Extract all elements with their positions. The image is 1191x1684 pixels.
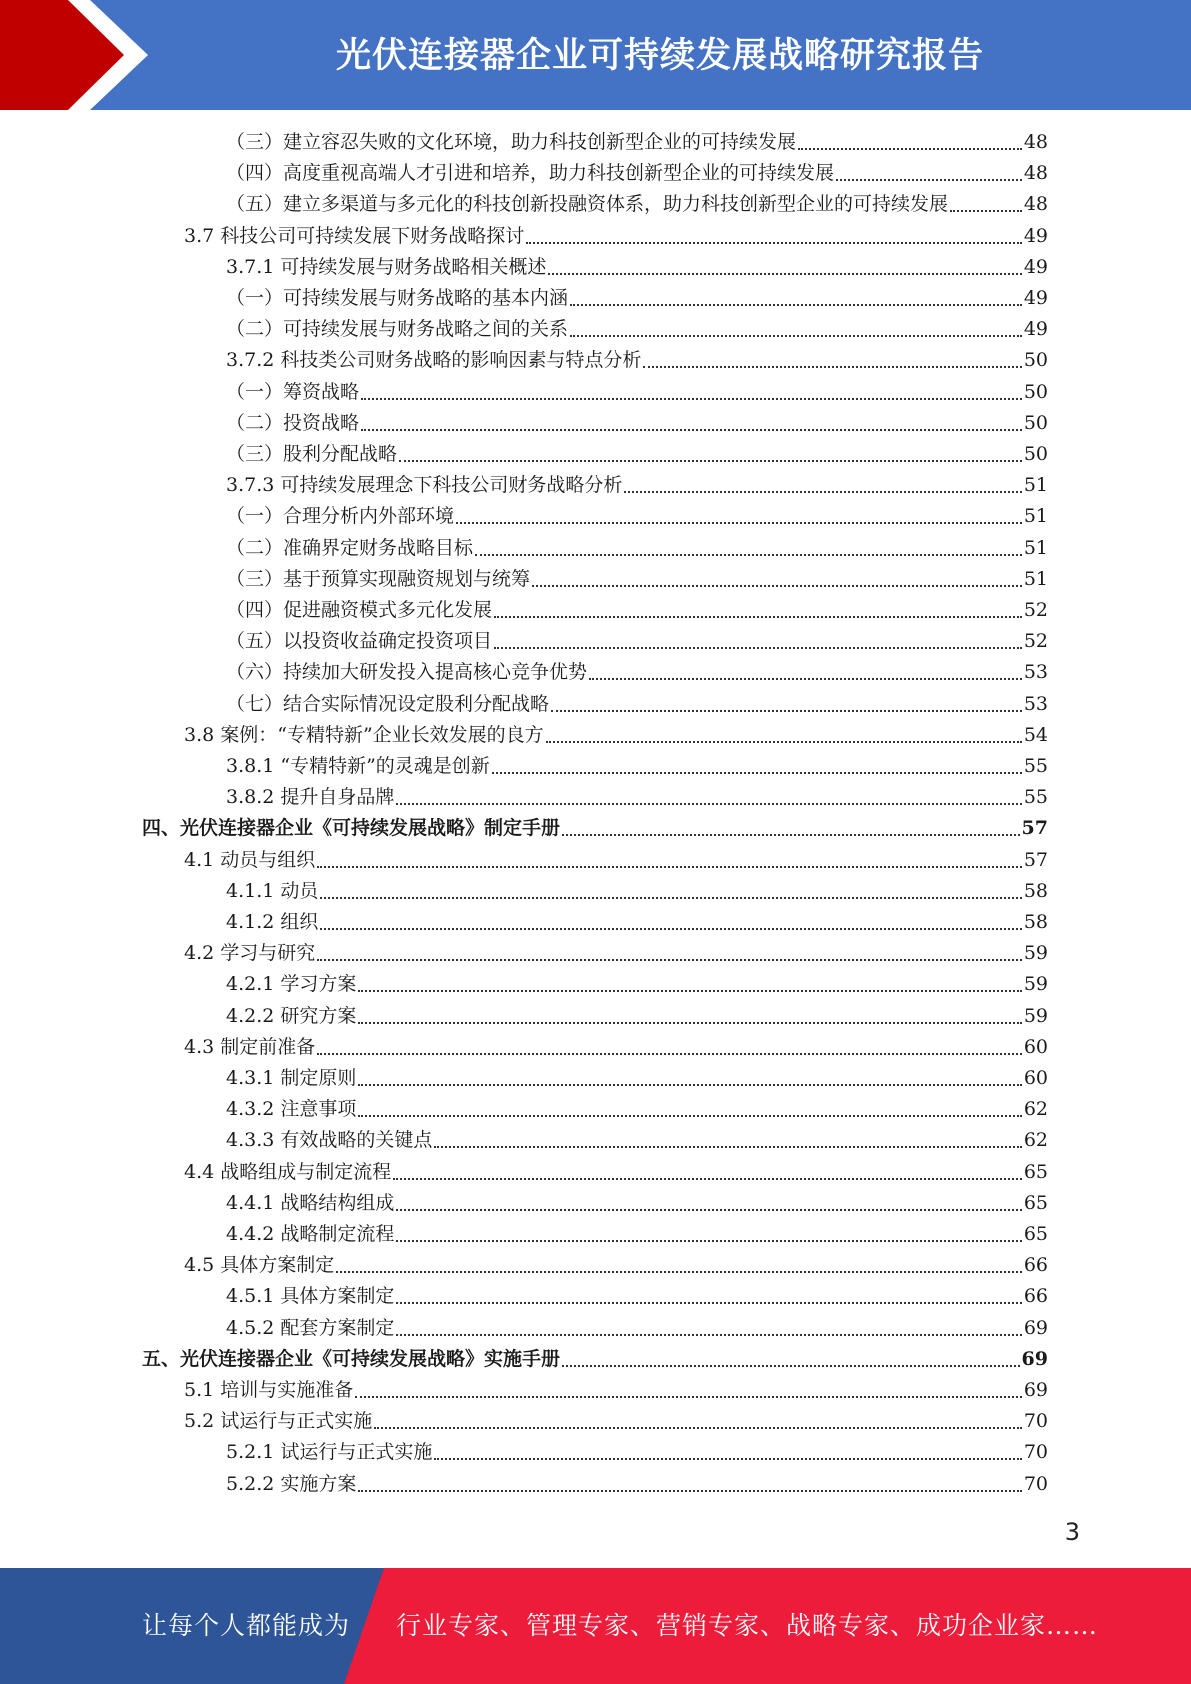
toc-leader-dots — [396, 1208, 1021, 1211]
toc-entry[interactable] — [184, 1375, 1048, 1406]
toc-leader-dots — [494, 646, 1022, 649]
toc-entry-label: 5.1 培训与实施准备 — [184, 1379, 354, 1401]
toc-entry-page: 48 — [1023, 131, 1048, 153]
toc-entry-page: 49 — [1023, 225, 1048, 247]
toc-entry-page: 51 — [1023, 505, 1048, 527]
toc-entry[interactable] — [226, 751, 1048, 782]
toc-entry-page: 62 — [1023, 1098, 1048, 1120]
toc-leader-dots — [562, 833, 1020, 836]
toc-entry-label: 4.3.2 注意事项 — [226, 1098, 357, 1120]
page-number: 3 — [1064, 1518, 1080, 1546]
toc-leader-dots — [374, 1426, 1022, 1429]
toc-entry[interactable] — [184, 1406, 1048, 1437]
toc-entry-page: 57 — [1021, 817, 1048, 839]
toc-entry-page: 59 — [1023, 942, 1048, 964]
toc-entry-label: （三）股利分配战略 — [226, 443, 398, 465]
toc-entry-page: 51 — [1023, 568, 1048, 590]
toc-entry-label: 四、光伏连接器企业《可持续发展战略》制定手册 — [142, 817, 561, 839]
toc-entry-label: 4.4.2 战略制定流程 — [226, 1223, 395, 1245]
toc-entry[interactable] — [226, 969, 1048, 1000]
toc-entry[interactable] — [226, 501, 1048, 532]
toc-entry-page: 58 — [1023, 911, 1048, 933]
toc-leader-dots — [396, 802, 1021, 805]
toc-entry[interactable] — [226, 782, 1048, 813]
toc-leader-dots — [643, 365, 1021, 368]
toc-entry-label: 5.2.1 试运行与正式实施 — [226, 1441, 433, 1463]
toc-entry[interactable] — [226, 533, 1048, 564]
toc-entry-label: 5.2.2 实施方案 — [226, 1473, 357, 1495]
toc-entry[interactable] — [226, 189, 1048, 220]
toc-entry-page: 59 — [1023, 973, 1048, 995]
toc-leader-dots — [548, 272, 1021, 275]
toc-entry-label: （三）建立容忍失败的文化环境，助力科技创新型企业的可持续发展 — [226, 131, 797, 153]
toc-entry-label: 4.2.1 学习方案 — [226, 973, 357, 995]
toc-entry[interactable] — [226, 876, 1048, 907]
toc-leader-dots — [434, 1145, 1021, 1148]
toc-entry-page: 70 — [1023, 1473, 1048, 1495]
toc-entry-page: 51 — [1023, 537, 1048, 559]
toc-entry-page: 55 — [1023, 755, 1048, 777]
toc-entry-label: 4.5.1 具体方案制定 — [226, 1285, 395, 1307]
toc-leader-dots — [546, 740, 1022, 743]
toc-leader-dots — [396, 1333, 1021, 1336]
footer-slogan-left: 让每个人都能成为 — [142, 1611, 351, 1640]
toc-entry[interactable] — [226, 1063, 1048, 1094]
toc-entry-page: 59 — [1023, 1005, 1048, 1027]
toc-entry-page: 66 — [1023, 1254, 1048, 1276]
toc-entry-label: 4.3.3 有效战略的关键点 — [226, 1129, 433, 1151]
toc-leader-dots — [399, 459, 1022, 462]
toc-entry-page: 65 — [1023, 1161, 1048, 1183]
toc-entry[interactable] — [142, 1344, 1048, 1375]
toc-entry[interactable] — [226, 626, 1048, 657]
toc-entry[interactable] — [184, 1032, 1048, 1063]
toc-entry-page: 69 — [1023, 1379, 1048, 1401]
toc-entry-page: 60 — [1023, 1067, 1048, 1089]
toc-entry-page: 70 — [1023, 1441, 1048, 1463]
page-header — [0, 0, 1191, 110]
toc-entry-label: （七）结合实际情况设定股利分配战略 — [226, 693, 550, 715]
toc-entry-label: （五）以投资收益确定投资项目 — [226, 630, 493, 652]
toc-leader-dots — [532, 584, 1022, 587]
toc-entry[interactable] — [226, 345, 1048, 376]
toc-entry[interactable] — [226, 1188, 1048, 1219]
toc-leader-dots — [624, 490, 1021, 493]
toc-entry[interactable] — [184, 938, 1048, 969]
toc-entry-label: （二）投资战略 — [226, 412, 360, 434]
toc-leader-dots — [358, 1021, 1021, 1024]
toc-entry-page: 70 — [1023, 1410, 1048, 1432]
toc-entry[interactable] — [226, 1125, 1048, 1156]
toc-entry[interactable] — [226, 252, 1048, 283]
toc-leader-dots — [317, 865, 1022, 868]
toc-entry-page: 49 — [1023, 256, 1048, 278]
toc-entry-label: 3.7.3 可持续发展理念下科技公司财务战略分析 — [226, 474, 623, 496]
toc-leader-dots — [456, 521, 1022, 524]
toc-entry-label: 4.2 学习与研究 — [184, 942, 316, 964]
toc-leader-dots — [320, 896, 1021, 899]
toc-entry[interactable] — [184, 221, 1048, 252]
toc-leader-dots — [562, 1364, 1020, 1367]
toc-entry[interactable] — [226, 377, 1048, 408]
toc-leader-dots — [492, 771, 1022, 774]
toc-entry[interactable] — [226, 470, 1048, 501]
toc-entry-page: 50 — [1023, 381, 1048, 403]
toc-entry-page: 49 — [1023, 287, 1048, 309]
toc-leader-dots — [358, 989, 1021, 992]
page-footer — [0, 1568, 1191, 1684]
toc-entry-label: （六）持续加大研发投入提高核心竞争优势 — [226, 661, 588, 683]
toc-entry[interactable] — [226, 1281, 1048, 1312]
toc-entry-page: 54 — [1023, 724, 1048, 746]
toc-leader-dots — [396, 1301, 1021, 1304]
toc-entry-page: 60 — [1023, 1036, 1048, 1058]
toc-entry-page: 69 — [1023, 1317, 1048, 1339]
toc-entry-label: （五）建立多渠道与多元化的科技创新投融资体系，助力科技创新型企业的可持续发展 — [226, 193, 949, 215]
toc-entry[interactable] — [226, 158, 1048, 189]
toc-entry-page: 48 — [1023, 193, 1048, 215]
toc-leader-dots — [361, 397, 1022, 400]
footer-slogan-right: 行业专家、管理专家、营销专家、战略专家、成功企业家…… — [396, 1611, 1099, 1640]
toc-entry-page: 50 — [1023, 412, 1048, 434]
toc-entry-label: 4.1.2 组织 — [226, 911, 319, 933]
toc-entry[interactable] — [142, 813, 1048, 844]
toc-leader-dots — [393, 1177, 1022, 1180]
toc-entry[interactable] — [226, 907, 1048, 938]
toc-entry-label: 3.8 案例：“专精特新”企业长效发展的良方 — [184, 724, 544, 746]
toc-entry-label: （一）可持续发展与财务战略的基本内涵 — [226, 287, 569, 309]
toc-leader-dots — [320, 927, 1021, 930]
toc-entry-label: 3.7 科技公司可持续发展下财务战略探讨 — [184, 225, 525, 247]
toc-leader-dots — [317, 958, 1022, 961]
toc-entry-label: （二）准确界定财务战略目标 — [226, 537, 474, 559]
toc-entry-page: 52 — [1023, 630, 1048, 652]
toc-entry-label: 5.2 试运行与正式实施 — [184, 1410, 373, 1432]
toc-leader-dots — [798, 147, 1022, 150]
toc-entry-label: （四）促进融资模式多元化发展 — [226, 599, 493, 621]
toc-entry-label: 4.1.1 动员 — [226, 880, 319, 902]
toc-entry-page: 52 — [1023, 599, 1048, 621]
toc-leader-dots — [396, 1239, 1021, 1242]
toc-entry-label: 3.7.1 可持续发展与财务战略相关概述 — [226, 256, 547, 278]
toc-leader-dots — [358, 1083, 1021, 1086]
toc-entry[interactable] — [226, 689, 1048, 720]
toc-entry-page: 65 — [1023, 1223, 1048, 1245]
toc-entry-label: 4.5 具体方案制定 — [184, 1254, 335, 1276]
toc-entry[interactable] — [226, 408, 1048, 439]
toc-entry-page: 50 — [1023, 443, 1048, 465]
toc-entry[interactable] — [184, 1250, 1048, 1281]
toc-leader-dots — [570, 303, 1022, 306]
toc-leader-dots — [551, 709, 1022, 712]
toc-entry[interactable] — [226, 1219, 1048, 1250]
toc-entry[interactable] — [226, 1469, 1048, 1500]
toc-leader-dots — [494, 615, 1022, 618]
toc-entry-label: （二）可持续发展与财务战略之间的关系 — [226, 318, 569, 340]
toc-entry-page: 51 — [1023, 474, 1048, 496]
toc-leader-dots — [570, 334, 1022, 337]
toc-entry-label: 3.7.2 科技类公司财务战略的影响因素与特点分析 — [226, 349, 642, 371]
toc-entry[interactable] — [226, 314, 1048, 345]
toc-entry[interactable] — [226, 1437, 1048, 1468]
toc-entry[interactable] — [226, 595, 1048, 626]
toc-entry-label: （一）筹资战略 — [226, 381, 360, 403]
toc-leader-dots — [358, 1489, 1021, 1492]
toc-entry-page: 69 — [1021, 1348, 1048, 1370]
toc-entry[interactable] — [226, 127, 1048, 158]
toc-entry-page: 62 — [1023, 1129, 1048, 1151]
toc-entry[interactable] — [184, 720, 1048, 751]
toc-entry-label: 4.3 制定前准备 — [184, 1036, 316, 1058]
toc-entry-label: 4.2.2 研究方案 — [226, 1005, 357, 1027]
toc-entry[interactable] — [226, 564, 1048, 595]
toc-entry-label: 4.4.1 战略结构组成 — [226, 1192, 395, 1214]
toc-entry[interactable] — [184, 1157, 1048, 1188]
toc-entry-label: 4.3.1 制定原则 — [226, 1067, 357, 1089]
toc-leader-dots — [317, 1052, 1022, 1055]
toc-entry[interactable] — [226, 439, 1048, 470]
toc-leader-dots — [475, 553, 1022, 556]
report-title: 光伏连接器企业可持续发展战略研究报告 — [335, 36, 984, 76]
toc-entry-page: 57 — [1023, 849, 1048, 871]
toc-leader-dots — [526, 241, 1022, 244]
toc-entry-page: 58 — [1023, 880, 1048, 902]
toc-entry-label: 4.5.2 配套方案制定 — [226, 1317, 395, 1339]
toc-entry-label: 4.4 战略组成与制定流程 — [184, 1161, 392, 1183]
toc-entry-page: 53 — [1023, 693, 1048, 715]
toc-entry-page: 50 — [1023, 349, 1048, 371]
toc-leader-dots — [358, 1114, 1021, 1117]
toc-entry[interactable] — [226, 1001, 1048, 1032]
toc-entry-label: 3.8.1 “专精特新”的灵魂是创新 — [226, 755, 490, 777]
toc-entry-page: 65 — [1023, 1192, 1048, 1214]
toc-entry[interactable] — [226, 1094, 1048, 1125]
toc-leader-dots — [836, 178, 1022, 181]
toc-entry-label: 五、光伏连接器企业《可持续发展战略》实施手册 — [142, 1348, 561, 1370]
toc-entry-label: 3.8.2 提升自身品牌 — [226, 786, 395, 808]
toc-entry-page: 48 — [1023, 162, 1048, 184]
toc-leader-dots — [434, 1457, 1021, 1460]
toc-entry-label: （四）高度重视高端人才引进和培养，助力科技创新型企业的可持续发展 — [226, 162, 835, 184]
toc-leader-dots — [950, 209, 1022, 212]
toc-entry-page: 49 — [1023, 318, 1048, 340]
toc-entry-label: 4.1 动员与组织 — [184, 849, 316, 871]
toc-entry-page: 53 — [1023, 661, 1048, 683]
toc-entry-label: （一）合理分析内外部环境 — [226, 505, 455, 527]
toc-leader-dots — [589, 677, 1022, 680]
toc-entry[interactable] — [226, 1313, 1048, 1344]
toc-entry[interactable] — [184, 845, 1048, 876]
toc-entry[interactable] — [226, 283, 1048, 314]
toc-entry-page: 55 — [1023, 786, 1048, 808]
toc-entry-label: （三）基于预算实现融资规划与统筹 — [226, 568, 531, 590]
toc-entry[interactable] — [226, 657, 1048, 688]
toc-entry-page: 66 — [1023, 1285, 1048, 1307]
toc-leader-dots — [361, 428, 1022, 431]
toc-leader-dots — [336, 1270, 1022, 1273]
toc-leader-dots — [355, 1395, 1022, 1398]
